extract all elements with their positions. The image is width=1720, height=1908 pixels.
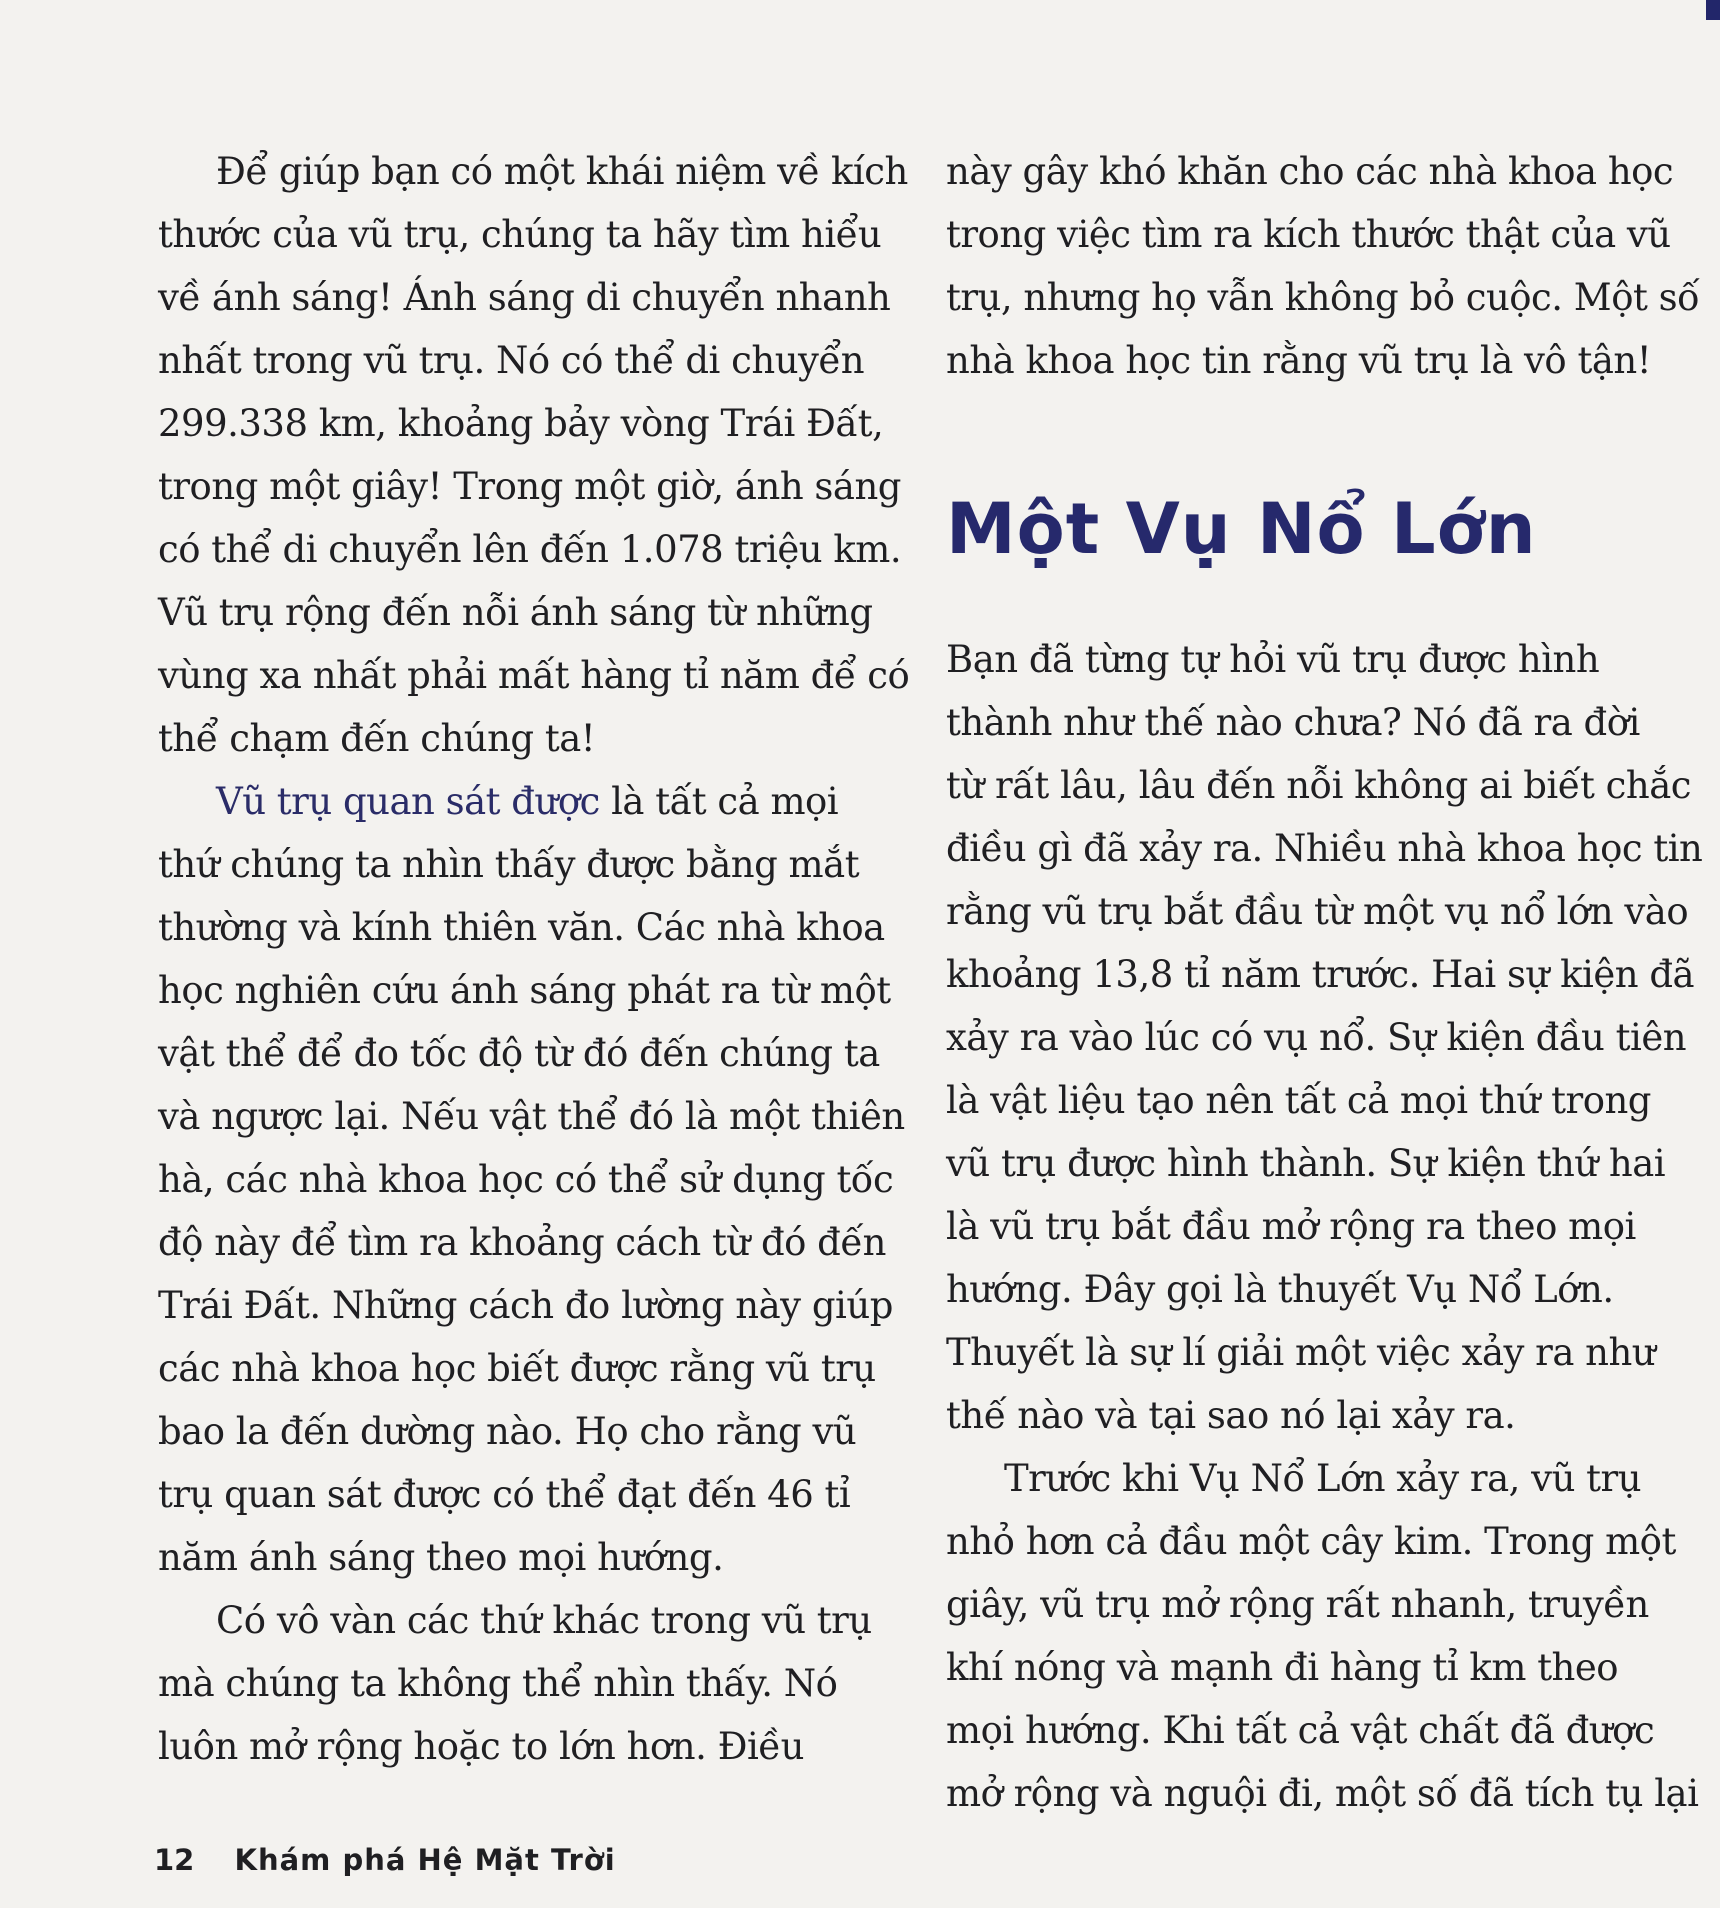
text-line: thứ chúng ta nhìn thấy được bằng mắt <box>158 843 860 886</box>
text-line: này gây khó khăn cho các nhà khoa học <box>946 150 1674 193</box>
text-line: thế nào và tại sao nó lại xảy ra. <box>946 1394 1516 1437</box>
text-line: độ này để tìm ra khoảng cách từ đó đến <box>158 1221 886 1264</box>
text-line: giây, vũ trụ mở rộng rất nhanh, truyền <box>946 1583 1649 1626</box>
text-line: nhỏ hơn cả đầu một cây kim. Trong một <box>946 1520 1676 1563</box>
text-line: luôn mở rộng hoặc to lớn hơn. Điều <box>158 1725 804 1768</box>
page-edge-mark <box>1706 0 1720 20</box>
spacer <box>946 570 1701 628</box>
text-line: xảy ra vào lúc có vụ nổ. Sự kiện đầu tiên <box>946 1016 1687 1059</box>
text-line: Trái Đất. Những cách đo lường này giúp <box>158 1284 893 1327</box>
text-line: điều gì đã xảy ra. Nhiều nhà khoa học tin <box>946 827 1703 870</box>
text-line: từ rất lâu, lâu đến nỗi không ai biết chắc <box>946 764 1691 807</box>
paragraph-observable-universe <box>158 770 905 1589</box>
text-line: thường và kính thiên văn. Các nhà khoa <box>158 906 885 949</box>
text-line: và ngược lại. Nếu vật thể đó là một thiên <box>158 1095 905 1138</box>
text-line: nhà khoa học tin rằng vũ trụ là vô tận! <box>946 339 1652 382</box>
text-line: trong việc tìm ra kích thước thật của vũ <box>946 213 1671 256</box>
section-heading: Một Vụ Nổ Lớn <box>946 488 1537 570</box>
page-number: 12 <box>154 1843 195 1877</box>
left-column <box>158 140 910 1778</box>
text-line <box>158 770 898 833</box>
text-line: năm ánh sáng theo mọi hướng. <box>158 1536 724 1579</box>
text-line: Thuyết là sự lí giải một việc xảy ra như <box>946 1331 1656 1374</box>
text-line: các nhà khoa học biết được rằng vũ trụ <box>158 1347 876 1390</box>
text-line: nhất trong vũ trụ. Nó có thể di chuyển <box>158 339 865 382</box>
text-line: học nghiên cứu ánh sáng phát ra từ một <box>158 969 891 1012</box>
text-line: 299.338 km, khoảng bảy vòng Trái Đất, <box>158 402 884 445</box>
text-line: trụ, nhưng họ vẫn không bỏ cuộc. Một số <box>946 276 1700 319</box>
text-line: có thể di chuyển lên đến 1.078 triệu km. <box>158 528 902 571</box>
text-line: về ánh sáng! Ánh sáng di chuyển nhanh <box>158 276 891 319</box>
text-line: Vũ trụ rộng đến nỗi ánh sáng từ những <box>158 591 873 634</box>
running-title: Khám phá Hệ Mặt Trời <box>234 1843 616 1877</box>
key-term: Vũ trụ quan sát được <box>216 780 600 823</box>
text-fragment: là tất cả mọi <box>599 780 839 823</box>
text-line: rằng vũ trụ bắt đầu từ một vụ nổ lớn vào <box>946 890 1689 933</box>
paragraph-continued <box>946 140 1701 392</box>
text-line: vũ trụ được hình thành. Sự kiện thứ hai <box>946 1142 1666 1185</box>
text-line: vật thể để đo tốc độ từ đó đến chúng ta <box>158 1032 880 1075</box>
paragraph-big-bang <box>946 628 1701 1447</box>
text-line: Trước khi Vụ Nổ Lớn xảy ra, vũ trụ <box>1004 1457 1642 1500</box>
text-line: thể chạm đến chúng ta! <box>158 717 596 760</box>
text-line: trong một giây! Trong một giờ, ánh sáng <box>158 465 901 508</box>
text-line: thước của vũ trụ, chúng ta hãy tìm hiểu <box>158 213 882 256</box>
page-footer <box>154 1843 616 1877</box>
text-line: là vật liệu tạo nên tất cả mọi thứ trong <box>946 1079 1651 1122</box>
text-line: khí nóng và mạnh đi hàng tỉ km theo <box>946 1646 1619 1689</box>
paragraph-before-big-bang <box>946 1447 1701 1825</box>
paragraph-unseen-things <box>158 1589 898 1778</box>
text-line: hướng. Đây gọi là thuyết Vụ Nổ Lớn. <box>946 1268 1614 1311</box>
text-line: vùng xa nhất phải mất hàng tỉ năm để có <box>158 654 910 697</box>
text-line: Có vô vàn các thứ khác trong vũ trụ <box>216 1599 872 1642</box>
text-line: hà, các nhà khoa học có thể sử dụng tốc <box>158 1158 894 1201</box>
text-line: bao la đến dường nào. Họ cho rằng vũ <box>158 1410 857 1453</box>
text-line: khoảng 13,8 tỉ năm trước. Hai sự kiện đã <box>946 953 1695 996</box>
text-line: mà chúng ta không thể nhìn thấy. Nó <box>158 1662 838 1705</box>
text-line: Bạn đã từng tự hỏi vũ trụ được hình <box>946 638 1600 681</box>
text-line: mở rộng và nguội đi, một số đã tích tụ lại <box>946 1772 1699 1815</box>
text-line: Để giúp bạn có một khái niệm về kích <box>216 150 908 193</box>
text-line: thành như thế nào chưa? Nó đã ra đời <box>946 701 1640 744</box>
text-line: trụ quan sát được có thể đạt đến 46 tỉ <box>158 1473 851 1516</box>
text-line: là vũ trụ bắt đầu mở rộng ra theo mọi <box>946 1205 1636 1248</box>
spacer <box>946 392 1701 488</box>
right-column <box>946 140 1701 1825</box>
paragraph-light-speed <box>158 140 910 770</box>
text-line: mọi hướng. Khi tất cả vật chất đã được <box>946 1709 1655 1752</box>
